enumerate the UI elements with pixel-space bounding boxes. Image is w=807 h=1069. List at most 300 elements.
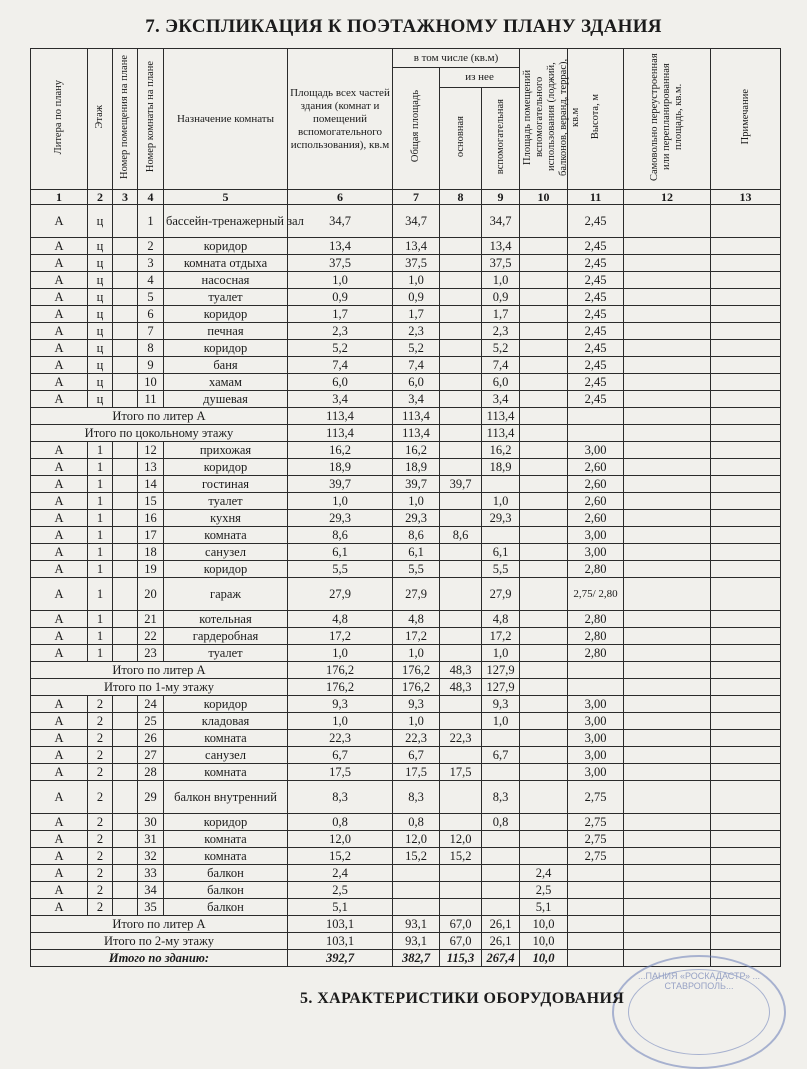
balcony-area-cell bbox=[520, 679, 568, 696]
column-number: 8 bbox=[440, 190, 482, 205]
floor-cell: 1 bbox=[88, 510, 113, 527]
floor-cell: 2 bbox=[88, 696, 113, 713]
room-number-cell: 13 bbox=[138, 459, 164, 476]
litera-cell: А bbox=[31, 340, 88, 357]
total-area-cell: 0,9 bbox=[288, 289, 393, 306]
aux-area-cell bbox=[482, 848, 520, 865]
table-row bbox=[31, 713, 781, 730]
room-number-cell: 26 bbox=[138, 730, 164, 747]
room-name-cell: душевая bbox=[164, 391, 288, 408]
floor-cell: ц bbox=[88, 238, 113, 255]
room-name-cell: балкон bbox=[164, 865, 288, 882]
aux-area-cell: 1,0 bbox=[482, 645, 520, 662]
general-area-cell: 27,9 bbox=[393, 578, 440, 611]
premise-cell bbox=[113, 306, 138, 323]
main-area-cell bbox=[440, 882, 482, 899]
table-row bbox=[31, 628, 781, 645]
balcony-area-cell bbox=[520, 476, 568, 493]
floor-cell: ц bbox=[88, 374, 113, 391]
note-cell bbox=[711, 374, 781, 391]
note-cell bbox=[711, 510, 781, 527]
aux-area-cell bbox=[482, 764, 520, 781]
table-row bbox=[31, 442, 781, 459]
unauthorized-cell bbox=[624, 357, 711, 374]
premise-cell bbox=[113, 391, 138, 408]
height-cell: 2,80 bbox=[568, 645, 624, 662]
table-row bbox=[31, 831, 781, 848]
main-area-cell: 22,3 bbox=[440, 730, 482, 747]
aux-area-cell bbox=[482, 476, 520, 493]
header-aux-area: Площадь помещений вспомогательного использования (лоджий, балконов, веранд, террас), кв.м bbox=[520, 49, 568, 190]
balcony-area-cell bbox=[520, 730, 568, 747]
general-area-cell: 1,0 bbox=[393, 645, 440, 662]
main-area-cell bbox=[440, 645, 482, 662]
note-cell bbox=[711, 848, 781, 865]
balcony-area-cell bbox=[520, 306, 568, 323]
subtotal-row bbox=[31, 662, 781, 679]
general-area-cell: 4,8 bbox=[393, 611, 440, 628]
general-area-cell: 6,1 bbox=[393, 544, 440, 561]
aux-area-cell: 6,1 bbox=[482, 544, 520, 561]
premise-cell bbox=[113, 848, 138, 865]
aux-area-cell: 16,2 bbox=[482, 442, 520, 459]
floor-cell: ц bbox=[88, 255, 113, 272]
floor-cell: 1 bbox=[88, 578, 113, 611]
balcony-area-cell bbox=[520, 459, 568, 476]
unauthorized-cell bbox=[624, 882, 711, 899]
aux-area-cell: 3,4 bbox=[482, 391, 520, 408]
column-number: 3 bbox=[113, 190, 138, 205]
balcony-area-cell: 5,1 bbox=[520, 899, 568, 916]
total-area-cell: 1,0 bbox=[288, 272, 393, 289]
unauthorized-cell bbox=[624, 306, 711, 323]
premise-cell bbox=[113, 561, 138, 578]
room-number-cell: 14 bbox=[138, 476, 164, 493]
general-area-cell: 93,1 bbox=[393, 933, 440, 950]
litera-cell: А bbox=[31, 510, 88, 527]
general-area-cell: 1,7 bbox=[393, 306, 440, 323]
height-cell: 3,00 bbox=[568, 527, 624, 544]
column-number: 13 bbox=[711, 190, 781, 205]
empty-cell bbox=[711, 662, 781, 679]
balcony-area-cell bbox=[520, 628, 568, 645]
height-cell: 3,00 bbox=[568, 696, 624, 713]
aux-area-cell: 29,3 bbox=[482, 510, 520, 527]
total-area-cell: 6,1 bbox=[288, 544, 393, 561]
header-group-of: из нее bbox=[440, 68, 520, 88]
balcony-area-cell bbox=[520, 357, 568, 374]
general-area-cell: 7,4 bbox=[393, 357, 440, 374]
premise-cell bbox=[113, 374, 138, 391]
aux-area-cell bbox=[482, 527, 520, 544]
balcony-area-cell bbox=[520, 391, 568, 408]
premise-cell bbox=[113, 442, 138, 459]
main-area-cell bbox=[440, 865, 482, 882]
balcony-area-cell bbox=[520, 442, 568, 459]
main-area-cell bbox=[440, 561, 482, 578]
room-number-cell: 20 bbox=[138, 578, 164, 611]
table-row bbox=[31, 527, 781, 544]
table-row bbox=[31, 544, 781, 561]
aux-area-cell: 17,2 bbox=[482, 628, 520, 645]
subtotal-label: Итого по литер А bbox=[31, 916, 288, 933]
empty-cell bbox=[568, 950, 624, 967]
height-cell: 2,45 bbox=[568, 374, 624, 391]
room-name-cell: комната bbox=[164, 848, 288, 865]
premise-cell bbox=[113, 493, 138, 510]
height-cell: 2,75 bbox=[568, 814, 624, 831]
room-name-cell: кухня bbox=[164, 510, 288, 527]
premise-cell bbox=[113, 255, 138, 272]
general-area-cell: 29,3 bbox=[393, 510, 440, 527]
room-number-cell: 16 bbox=[138, 510, 164, 527]
room-name-cell: насосная bbox=[164, 272, 288, 289]
litera-cell: А bbox=[31, 865, 88, 882]
note-cell bbox=[711, 442, 781, 459]
floor-cell: ц bbox=[88, 272, 113, 289]
empty-cell bbox=[568, 916, 624, 933]
main-area-cell bbox=[440, 357, 482, 374]
unauthorized-cell bbox=[624, 899, 711, 916]
note-cell bbox=[711, 696, 781, 713]
premise-cell bbox=[113, 696, 138, 713]
floor-cell: 1 bbox=[88, 442, 113, 459]
aux-area-cell: 37,5 bbox=[482, 255, 520, 272]
room-name-cell: комната bbox=[164, 764, 288, 781]
total-area-cell: 8,3 bbox=[288, 781, 393, 814]
floor-cell: 2 bbox=[88, 814, 113, 831]
premise-cell bbox=[113, 831, 138, 848]
unauthorized-cell bbox=[624, 238, 711, 255]
unauthorized-cell bbox=[624, 831, 711, 848]
total-area-cell: 176,2 bbox=[288, 679, 393, 696]
organization-stamp: ...ПАНИЯ «РОСКАДАСТР» ... СТАВРОПОЛЬ... bbox=[612, 955, 786, 1069]
height-cell: 2,75/ 2,80 bbox=[568, 578, 624, 611]
general-area-cell: 382,7 bbox=[393, 950, 440, 967]
balcony-area-cell bbox=[520, 255, 568, 272]
room-number-cell: 24 bbox=[138, 696, 164, 713]
general-area-cell: 8,3 bbox=[393, 781, 440, 814]
total-area-cell: 6,7 bbox=[288, 747, 393, 764]
unauthorized-cell bbox=[624, 814, 711, 831]
main-area-cell: 48,3 bbox=[440, 679, 482, 696]
aux-area-cell: 18,9 bbox=[482, 459, 520, 476]
note-cell bbox=[711, 493, 781, 510]
premise-cell bbox=[113, 510, 138, 527]
table-row bbox=[31, 747, 781, 764]
aux-area-cell: 26,1 bbox=[482, 933, 520, 950]
litera-cell: А bbox=[31, 323, 88, 340]
balcony-area-cell: 10,0 bbox=[520, 916, 568, 933]
aux-area-cell: 8,3 bbox=[482, 781, 520, 814]
floor-cell: 2 bbox=[88, 764, 113, 781]
general-area-cell: 17,5 bbox=[393, 764, 440, 781]
aux-area-cell: 26,1 bbox=[482, 916, 520, 933]
balcony-area-cell: 2,4 bbox=[520, 865, 568, 882]
height-cell: 2,45 bbox=[568, 306, 624, 323]
main-area-cell: 17,5 bbox=[440, 764, 482, 781]
height-cell: 3,00 bbox=[568, 544, 624, 561]
room-number-cell: 18 bbox=[138, 544, 164, 561]
height-cell: 2,80 bbox=[568, 561, 624, 578]
general-area-cell: 12,0 bbox=[393, 831, 440, 848]
floor-cell: 1 bbox=[88, 544, 113, 561]
unauthorized-cell bbox=[624, 848, 711, 865]
premise-cell bbox=[113, 713, 138, 730]
table-row bbox=[31, 510, 781, 527]
aux-area-cell: 0,8 bbox=[482, 814, 520, 831]
premise-cell bbox=[113, 272, 138, 289]
table-row bbox=[31, 306, 781, 323]
column-number: 11 bbox=[568, 190, 624, 205]
room-name-cell: коридор bbox=[164, 814, 288, 831]
main-area-cell: 39,7 bbox=[440, 476, 482, 493]
floor-cell: 1 bbox=[88, 459, 113, 476]
room-name-cell: коридор bbox=[164, 238, 288, 255]
room-number-cell: 12 bbox=[138, 442, 164, 459]
empty-cell bbox=[624, 408, 711, 425]
premise-cell bbox=[113, 476, 138, 493]
main-area-cell: 115,3 bbox=[440, 950, 482, 967]
header-group-total: в том числе (кв.м) bbox=[393, 49, 520, 68]
general-area-cell: 6,0 bbox=[393, 374, 440, 391]
subtotal-row bbox=[31, 425, 781, 442]
table-row bbox=[31, 882, 781, 899]
floor-cell: 2 bbox=[88, 848, 113, 865]
aux-area-cell: 1,0 bbox=[482, 713, 520, 730]
note-cell bbox=[711, 476, 781, 493]
room-number-cell: 34 bbox=[138, 882, 164, 899]
balcony-area-cell bbox=[520, 696, 568, 713]
floor-cell: 1 bbox=[88, 561, 113, 578]
table-row bbox=[31, 696, 781, 713]
premise-cell bbox=[113, 781, 138, 814]
general-area-cell: 22,3 bbox=[393, 730, 440, 747]
floor-cell: 1 bbox=[88, 493, 113, 510]
room-name-cell: туалет bbox=[164, 289, 288, 306]
room-number-cell: 28 bbox=[138, 764, 164, 781]
premise-cell bbox=[113, 628, 138, 645]
column-numbers-row bbox=[31, 190, 781, 205]
total-area-cell: 13,4 bbox=[288, 238, 393, 255]
room-name-cell: туалет bbox=[164, 493, 288, 510]
total-area-cell: 29,3 bbox=[288, 510, 393, 527]
column-number: 7 bbox=[393, 190, 440, 205]
header-total-area: Площадь всех частей здания (комнат и помещений вспомогательного использования), кв.м bbox=[288, 49, 393, 190]
unauthorized-cell bbox=[624, 340, 711, 357]
balcony-area-cell bbox=[520, 374, 568, 391]
main-area-cell bbox=[440, 814, 482, 831]
table-row bbox=[31, 493, 781, 510]
total-area-cell: 1,0 bbox=[288, 645, 393, 662]
room-number-cell: 31 bbox=[138, 831, 164, 848]
aux-area-cell: 0,9 bbox=[482, 289, 520, 306]
height-cell: 2,45 bbox=[568, 391, 624, 408]
room-name-cell: санузел bbox=[164, 544, 288, 561]
note-cell bbox=[711, 764, 781, 781]
note-cell bbox=[711, 561, 781, 578]
litera-cell: А bbox=[31, 696, 88, 713]
unauthorized-cell bbox=[624, 578, 711, 611]
room-number-cell: 35 bbox=[138, 899, 164, 916]
subtotal-label: Итого по литер А bbox=[31, 662, 288, 679]
aux-area-cell: 2,3 bbox=[482, 323, 520, 340]
premise-cell bbox=[113, 544, 138, 561]
total-area-cell: 22,3 bbox=[288, 730, 393, 747]
general-area-cell bbox=[393, 865, 440, 882]
room-number-cell: 21 bbox=[138, 611, 164, 628]
main-area-cell bbox=[440, 340, 482, 357]
note-cell bbox=[711, 306, 781, 323]
total-area-cell: 5,5 bbox=[288, 561, 393, 578]
note-cell bbox=[711, 357, 781, 374]
header-height: Высота, м bbox=[568, 49, 624, 190]
room-name-cell: балкон внутренний bbox=[164, 781, 288, 814]
note-cell bbox=[711, 527, 781, 544]
room-number-cell: 22 bbox=[138, 628, 164, 645]
room-number-cell: 27 bbox=[138, 747, 164, 764]
note-cell bbox=[711, 713, 781, 730]
main-area-cell bbox=[440, 713, 482, 730]
empty-cell bbox=[624, 662, 711, 679]
room-name-cell: коридор bbox=[164, 340, 288, 357]
room-name-cell: балкон bbox=[164, 899, 288, 916]
room-number-cell: 32 bbox=[138, 848, 164, 865]
empty-cell bbox=[624, 679, 711, 696]
unauthorized-cell bbox=[624, 391, 711, 408]
room-name-cell: бассейн-тренажерный зал bbox=[164, 205, 288, 238]
general-area-cell: 8,6 bbox=[393, 527, 440, 544]
page-title: 7. ЭКСПЛИКАЦИЯ К ПОЭТАЖНОМУ ПЛАНУ ЗДАНИЯ bbox=[145, 16, 662, 37]
column-number: 10 bbox=[520, 190, 568, 205]
height-cell bbox=[568, 882, 624, 899]
total-area-cell: 5,2 bbox=[288, 340, 393, 357]
general-area-cell: 1,0 bbox=[393, 272, 440, 289]
height-cell: 2,80 bbox=[568, 611, 624, 628]
note-cell bbox=[711, 323, 781, 340]
total-area-cell: 176,2 bbox=[288, 662, 393, 679]
premise-cell bbox=[113, 340, 138, 357]
litera-cell: А bbox=[31, 730, 88, 747]
balcony-area-cell bbox=[520, 408, 568, 425]
subtotal-row bbox=[31, 933, 781, 950]
room-number-cell: 15 bbox=[138, 493, 164, 510]
balcony-area-cell bbox=[520, 425, 568, 442]
room-name-cell: коридор bbox=[164, 306, 288, 323]
litera-cell: А bbox=[31, 611, 88, 628]
balcony-area-cell bbox=[520, 272, 568, 289]
total-area-cell: 9,3 bbox=[288, 696, 393, 713]
main-area-cell bbox=[440, 544, 482, 561]
table-row bbox=[31, 391, 781, 408]
main-area-cell bbox=[440, 255, 482, 272]
empty-cell bbox=[711, 679, 781, 696]
main-area-cell bbox=[440, 272, 482, 289]
unauthorized-cell bbox=[624, 696, 711, 713]
litera-cell: А bbox=[31, 561, 88, 578]
height-cell: 3,00 bbox=[568, 713, 624, 730]
unauthorized-cell bbox=[624, 561, 711, 578]
column-number: 2 bbox=[88, 190, 113, 205]
table-row bbox=[31, 289, 781, 306]
header-unauthorized-area: Самовольно переустроенная или перепланированная площадь, кв.м. bbox=[624, 49, 711, 190]
main-area-cell bbox=[440, 459, 482, 476]
general-area-cell: 113,4 bbox=[393, 408, 440, 425]
unauthorized-cell bbox=[624, 459, 711, 476]
balcony-area-cell: 2,5 bbox=[520, 882, 568, 899]
balcony-area-cell bbox=[520, 764, 568, 781]
table-row bbox=[31, 459, 781, 476]
unauthorized-cell bbox=[624, 374, 711, 391]
aux-area-cell: 127,9 bbox=[482, 679, 520, 696]
general-area-cell: 17,2 bbox=[393, 628, 440, 645]
total-area-cell: 37,5 bbox=[288, 255, 393, 272]
height-cell: 2,45 bbox=[568, 205, 624, 238]
total-area-cell: 0,8 bbox=[288, 814, 393, 831]
main-area-cell: 15,2 bbox=[440, 848, 482, 865]
floor-cell: ц bbox=[88, 323, 113, 340]
total-area-cell: 103,1 bbox=[288, 933, 393, 950]
room-number-cell: 5 bbox=[138, 289, 164, 306]
litera-cell: А bbox=[31, 306, 88, 323]
height-cell: 3,00 bbox=[568, 442, 624, 459]
aux-area-cell: 1,0 bbox=[482, 493, 520, 510]
litera-cell: А bbox=[31, 391, 88, 408]
premise-cell bbox=[113, 865, 138, 882]
total-area-cell: 39,7 bbox=[288, 476, 393, 493]
room-name-cell: котельная bbox=[164, 611, 288, 628]
aux-area-cell bbox=[482, 831, 520, 848]
unauthorized-cell bbox=[624, 713, 711, 730]
unauthorized-cell bbox=[624, 544, 711, 561]
main-area-cell bbox=[440, 391, 482, 408]
balcony-area-cell: 10,0 bbox=[520, 933, 568, 950]
table-row bbox=[31, 814, 781, 831]
room-number-cell: 8 bbox=[138, 340, 164, 357]
header-note: Примечание bbox=[711, 49, 781, 190]
total-area-cell: 7,4 bbox=[288, 357, 393, 374]
main-area-cell bbox=[440, 899, 482, 916]
litera-cell: А bbox=[31, 628, 88, 645]
balcony-area-cell bbox=[520, 323, 568, 340]
litera-cell: А bbox=[31, 238, 88, 255]
room-number-cell: 25 bbox=[138, 713, 164, 730]
room-number-cell: 30 bbox=[138, 814, 164, 831]
premise-cell bbox=[113, 882, 138, 899]
aux-area-cell: 267,4 bbox=[482, 950, 520, 967]
table-row bbox=[31, 357, 781, 374]
floor-cell: ц bbox=[88, 306, 113, 323]
litera-cell: А bbox=[31, 814, 88, 831]
litera-cell: А bbox=[31, 645, 88, 662]
height-cell: 2,60 bbox=[568, 476, 624, 493]
table-row bbox=[31, 476, 781, 493]
empty-cell bbox=[711, 425, 781, 442]
subtotal-label: Итого по 2-му этажу bbox=[31, 933, 288, 950]
unauthorized-cell bbox=[624, 493, 711, 510]
room-number-cell: 11 bbox=[138, 391, 164, 408]
main-area-cell: 67,0 bbox=[440, 933, 482, 950]
note-cell bbox=[711, 730, 781, 747]
height-cell: 2,75 bbox=[568, 831, 624, 848]
general-area-cell: 1,0 bbox=[393, 493, 440, 510]
unauthorized-cell bbox=[624, 645, 711, 662]
balcony-area-cell bbox=[520, 238, 568, 255]
unauthorized-cell bbox=[624, 442, 711, 459]
height-cell: 2,45 bbox=[568, 323, 624, 340]
aux-area-cell: 113,4 bbox=[482, 408, 520, 425]
main-area-cell bbox=[440, 510, 482, 527]
